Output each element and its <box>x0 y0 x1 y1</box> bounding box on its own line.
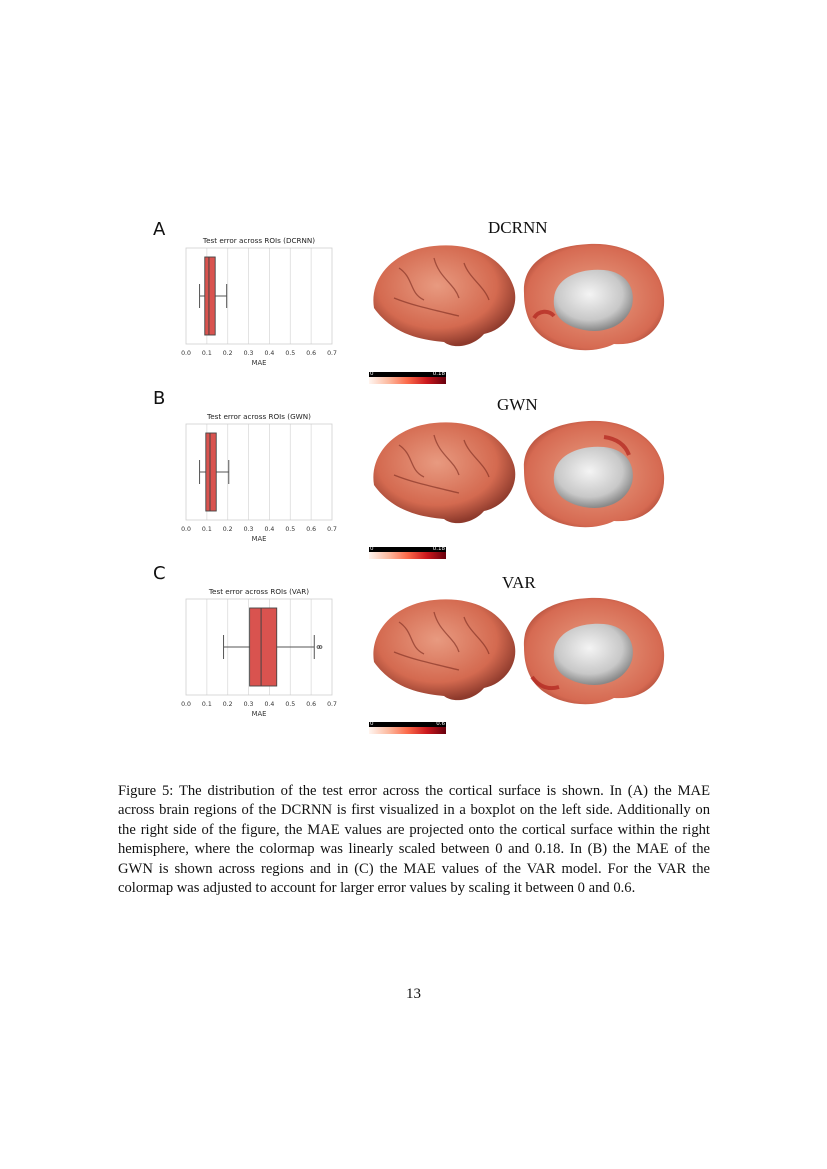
x-tick-label: 0.1 <box>201 350 212 357</box>
panel-letter-c: C <box>153 563 166 584</box>
x-tick-label: 0.2 <box>222 701 233 708</box>
x-tick-label: 0.4 <box>264 526 275 533</box>
x-axis-label: MAE <box>251 359 267 367</box>
x-tick-label: 0.7 <box>327 350 337 357</box>
figure-caption: Figure 5: The distribution of the test error across the cortical surface is shown. In (A) the MAE across brain regions of the DCRNN is first visualized in a boxplot on the left side. Additionally on the right side of the figure, the MAE values are projected onto the cortical surface within the right hemisphere, where the colormap was linearly scaled between 0 and 0.18. In (B) the MAE of the GWN is shown across regions and in (C) the MAE values of the VAR model. For the VAR the colormap was adjusted to account for larger error values by scaling it between 0 and 0.6. <box>118 783 710 897</box>
x-tick-label: 0.4 <box>264 701 275 708</box>
boxplot-title: Test error across ROIs (VAR) <box>208 587 310 596</box>
brain-surface-var <box>364 592 668 712</box>
colorbar-gwn <box>369 547 446 559</box>
colorbar-min-label: 0 <box>370 371 374 377</box>
page-number: 13 <box>406 986 421 1002</box>
colorbar-max-label: 0.18 <box>432 371 445 377</box>
boxplot-gwn <box>168 410 348 548</box>
x-axis-label: MAE <box>251 535 267 543</box>
box <box>250 608 277 686</box>
x-tick-label: 0.6 <box>306 526 317 533</box>
brain-surface-dcrnn <box>364 238 668 358</box>
x-tick-label: 0.5 <box>285 701 296 708</box>
x-tick-label: 0.2 <box>222 350 233 357</box>
x-tick-label: 0.7 <box>327 701 337 708</box>
model-title-var: VAR <box>502 573 536 592</box>
box <box>205 257 215 335</box>
boxplot-dcrnn <box>168 234 348 372</box>
boxplot-title: Test error across ROIs (DCRNN) <box>202 236 316 245</box>
x-tick-label: 0.0 <box>181 701 191 708</box>
x-tick-label: 0.4 <box>264 350 275 357</box>
x-tick-label: 0.1 <box>201 701 212 708</box>
model-title-dcrnn: DCRNN <box>488 218 548 237</box>
colorbar-max-label: 0.6 <box>436 721 445 727</box>
colorbar-dcrnn <box>369 372 446 384</box>
x-tick-label: 0.6 <box>306 701 317 708</box>
x-axis-label: MAE <box>251 710 267 718</box>
x-tick-label: 0.1 <box>201 526 212 533</box>
colorbar-var <box>369 722 446 734</box>
x-tick-label: 0.0 <box>181 526 191 533</box>
x-tick-label: 0.3 <box>243 350 254 357</box>
x-tick-label: 0.0 <box>181 350 191 357</box>
boxplot-title: Test error across ROIs (GWN) <box>207 412 311 421</box>
x-tick-label: 0.7 <box>327 526 337 533</box>
box <box>206 433 216 511</box>
x-tick-label: 0.6 <box>306 350 317 357</box>
x-tick-label: 0.5 <box>285 526 296 533</box>
x-tick-label: 0.2 <box>222 526 233 533</box>
colorbar-min-label: 0 <box>370 721 374 727</box>
model-title-gwn: GWN <box>497 395 538 414</box>
brain-surface-gwn <box>364 415 668 535</box>
boxplot-var <box>168 585 348 723</box>
panel-letter-b: B <box>153 388 166 409</box>
colorbar-min-label: 0 <box>370 546 374 552</box>
x-tick-label: 0.3 <box>243 701 254 708</box>
colorbar-max-label: 0.18 <box>432 546 445 552</box>
x-tick-label: 0.5 <box>285 350 296 357</box>
x-tick-label: 0.3 <box>243 526 254 533</box>
panel-letter-a: A <box>153 219 166 240</box>
